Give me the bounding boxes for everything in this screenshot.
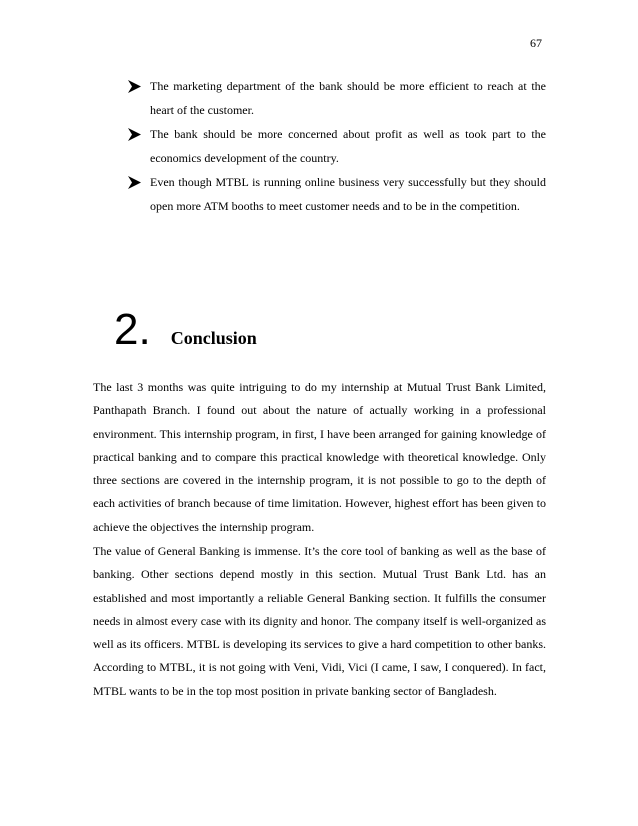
list-item: [128, 122, 546, 170]
list-item: [128, 74, 546, 122]
section-heading: [114, 306, 257, 354]
list-item: [128, 170, 546, 218]
body-paragraph: The last 3 months was quite intriguing to do my internship at Mutual Trust Bank Limited, Panthapath Branch. I found out about the nature of actually working in a professional environment. This internship program, in first, I have been arranged for gaining knowledge of practical banking and to compare this practical knowledge with theoretical knowledge. Only three sections are covered in the internship program, it is not possible to go to the depth of each activities of branch because of time limitation. However, highest effort has been given to achieve the objectives the internship program.: [93, 380, 546, 534]
section-title: Conclusion: [170, 328, 257, 348]
section-number: 2.: [114, 305, 151, 354]
recommendation-list: [128, 74, 546, 218]
arrowhead-bullet-icon: [128, 80, 141, 93]
body-paragraph: The value of General Banking is immense. It’s the core tool of banking as well as the base of banking. Other sections depend mostly in this section. Mutual Trust Bank Ltd. has an established and most importantly a reliable General Banking section. It fulfills the consumer needs in almost every case with its dignity and honor. The company itself is well-organized as well as its officers. MTBL is developing its services to give a hard competition to other banks. According to MTBL, it is not going with Veni, Vidi, Vici (I came, I saw, I conquered). In fact, MTBL wants to be in the top most position in private banking sector of Bangladesh.: [93, 544, 546, 698]
bullet-text: The bank should be more concerned about profit as well as took part to the economics development of the country.: [150, 127, 546, 165]
arrowhead-bullet-icon: [128, 128, 141, 141]
bullet-text: Even though MTBL is running online business very successfully but they should open more ATM booths to meet customer needs and to be in the competition.: [150, 175, 546, 213]
arrowhead-bullet-icon: [128, 176, 141, 189]
page-number: 67: [530, 36, 542, 50]
bullet-text: The marketing department of the bank should be more efficient to reach at the heart of the customer.: [150, 79, 546, 117]
